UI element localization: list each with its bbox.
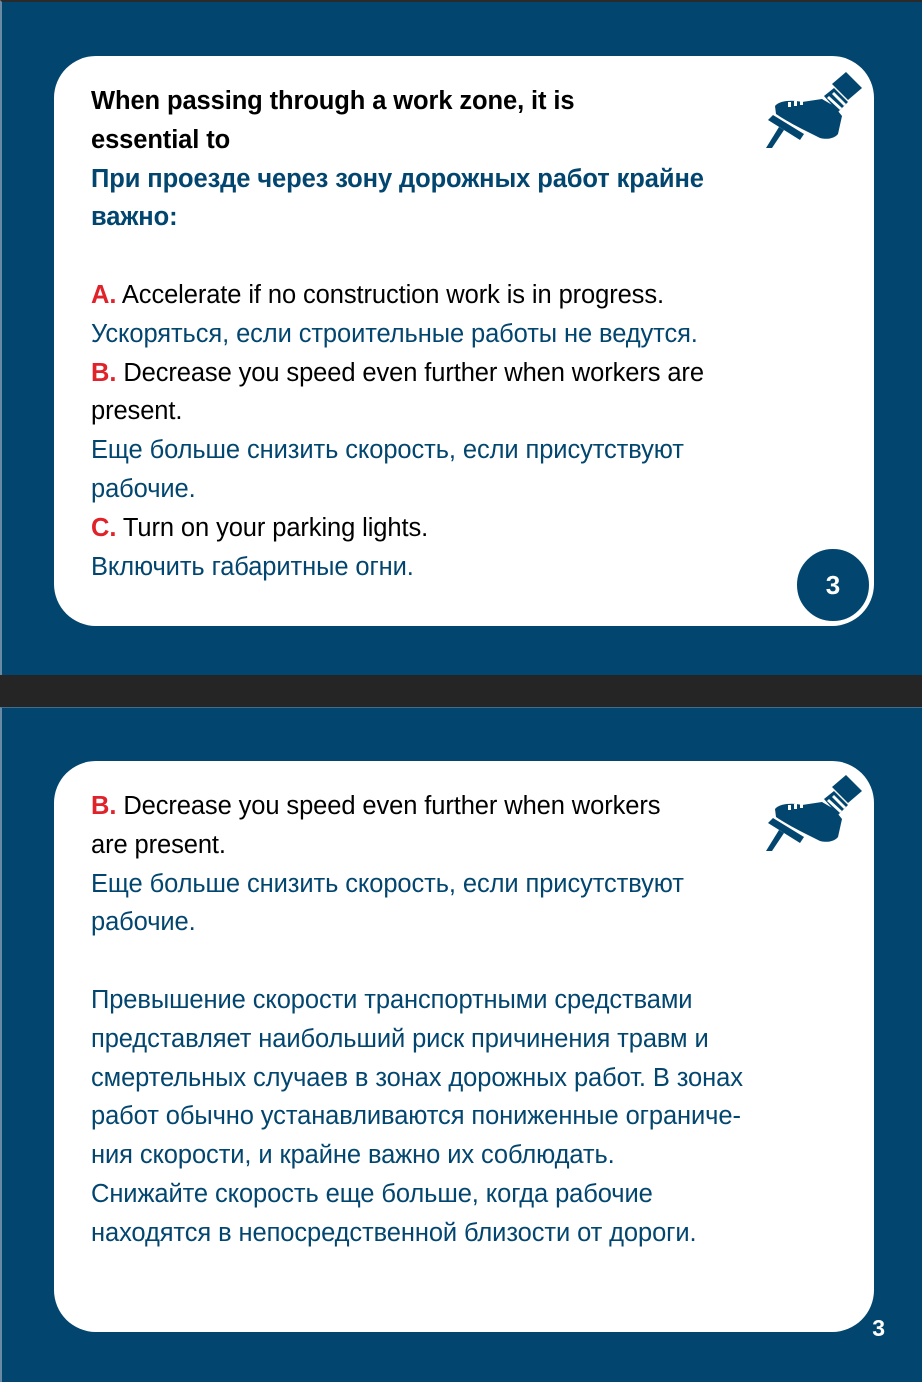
answer-english-line-1: Decrease you speed even further when workers	[123, 792, 661, 820]
explanation-line: Снижайте скорость еще больше, когда рабочие	[91, 1179, 653, 1208]
question-english-line-2: essential to	[91, 125, 231, 154]
explanation-line: ния скорости, и крайне важно их соблюдать.	[91, 1141, 615, 1170]
option-letter: C.	[91, 513, 117, 542]
option-a	[91, 276, 874, 354]
option-letter: B.	[91, 358, 117, 387]
answer-english-line-2: are present.	[91, 830, 226, 859]
explanation-line: Превышение скорости транспортными средствами	[91, 985, 693, 1014]
foot-on-brake-pedal-icon	[762, 775, 862, 855]
explanation-line: находятся в непосредственной близости от дороги.	[91, 1218, 697, 1247]
question-number-badge: 3	[795, 547, 871, 623]
page-number: 3	[872, 1315, 885, 1341]
option-english-text-cont: present.	[91, 397, 183, 426]
answer-card	[54, 761, 874, 1332]
question-card	[54, 56, 874, 626]
explanation-text	[91, 981, 874, 1253]
option-russian-text: Еще больше снизить скорость, если присутствуют	[91, 436, 684, 465]
option-russian-text: Ускоряться, если строительные работы не ведутся.	[91, 319, 698, 348]
option-c	[91, 509, 874, 587]
answer-panel	[0, 707, 922, 1382]
option-letter: A.	[91, 280, 117, 309]
option-b	[91, 354, 874, 509]
option-russian-text-cont: рабочие.	[91, 474, 196, 503]
option-english-text: Decrease you speed even further when workers are	[123, 358, 704, 387]
question-panel	[0, 0, 922, 675]
explanation-line: представляет наибольший риск причинения травм и	[91, 1024, 709, 1053]
answer-russian-line-1: Еще больше снизить скорость, если присутствуют	[91, 869, 684, 898]
option-english-text: Accelerate if no construction work is in progress.	[121, 280, 664, 309]
option-english-text: Turn on your parking lights.	[122, 513, 429, 542]
foot-on-brake-pedal-icon	[762, 72, 862, 152]
option-russian-text: Включить габаритные огни.	[91, 552, 414, 581]
answer-letter: B.	[91, 792, 117, 820]
answer-russian-line-2: рабочие.	[91, 908, 196, 937]
panel-divider	[0, 675, 922, 707]
explanation-line: смертельных случаев в зонах дорожных работ. В зонах	[91, 1063, 743, 1092]
explanation-line: работ обычно устанавливаются пониженные ограниче-	[91, 1102, 741, 1131]
question-english-line-1: When passing through a work zone, it is	[91, 87, 575, 115]
question-russian-line-2: важно:	[91, 203, 178, 232]
question-russian-line-1: При проезде через зону дорожных работ крайне	[91, 164, 704, 193]
